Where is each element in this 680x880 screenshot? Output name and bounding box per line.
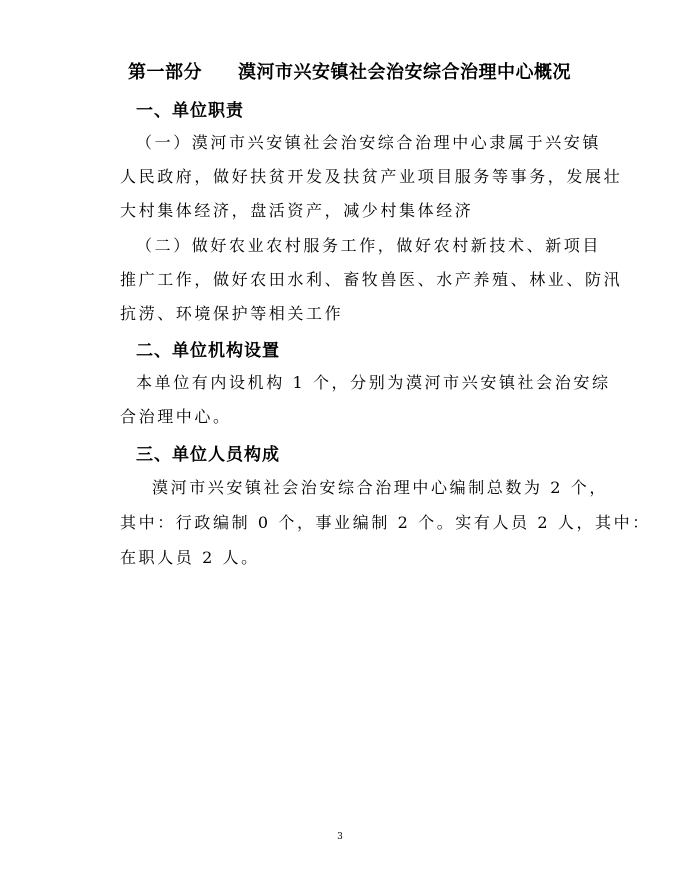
section-heading-structure: 二、单位机构设置 [136,341,280,361]
paragraph-line: 其中：行政编制 0 个，事业编制 2 个。实有人员 2 人，其中： [120,513,651,532]
paragraph-line: 推广工作，做好农田水利、畜牧兽医、水产养殖、林业、防汛 [120,270,623,289]
paragraph-line: 抗涝、环境保护等相关工作 [120,304,344,323]
paragraph-line: 漠河市兴安镇社会治安综合治理中心编制总数为 2 个， [152,478,608,497]
title-part: 第一部分 [128,62,202,83]
section-heading-duties: 一、单位职责 [136,101,244,121]
paragraph-line: 本单位有内设机构 1 个，分别为漠河市兴安镇社会治安综 [136,373,611,392]
section-heading-staff: 三、单位人员构成 [136,445,280,465]
page-title [128,58,571,84]
paragraph-line: 大村集体经济，盘活资产，减少村集体经济 [120,201,474,220]
title-name: 漠河市兴安镇社会治安综合治理中心概况 [238,62,571,83]
page-number: 3 [337,832,343,842]
paragraph-line: 人民政府，做好扶贫开发及扶贫产业项目服务等事务，发展壮 [120,167,623,186]
paragraph-line: （一）漠河市兴安镇社会治安综合治理中心隶属于兴安镇 [136,133,602,152]
paragraph-line: 合治理中心。 [120,407,232,426]
paragraph-line: （二）做好农业农村服务工作，做好农村新技术、新项目 [136,236,602,255]
paragraph-line: 在职人员 2 人。 [120,548,260,567]
